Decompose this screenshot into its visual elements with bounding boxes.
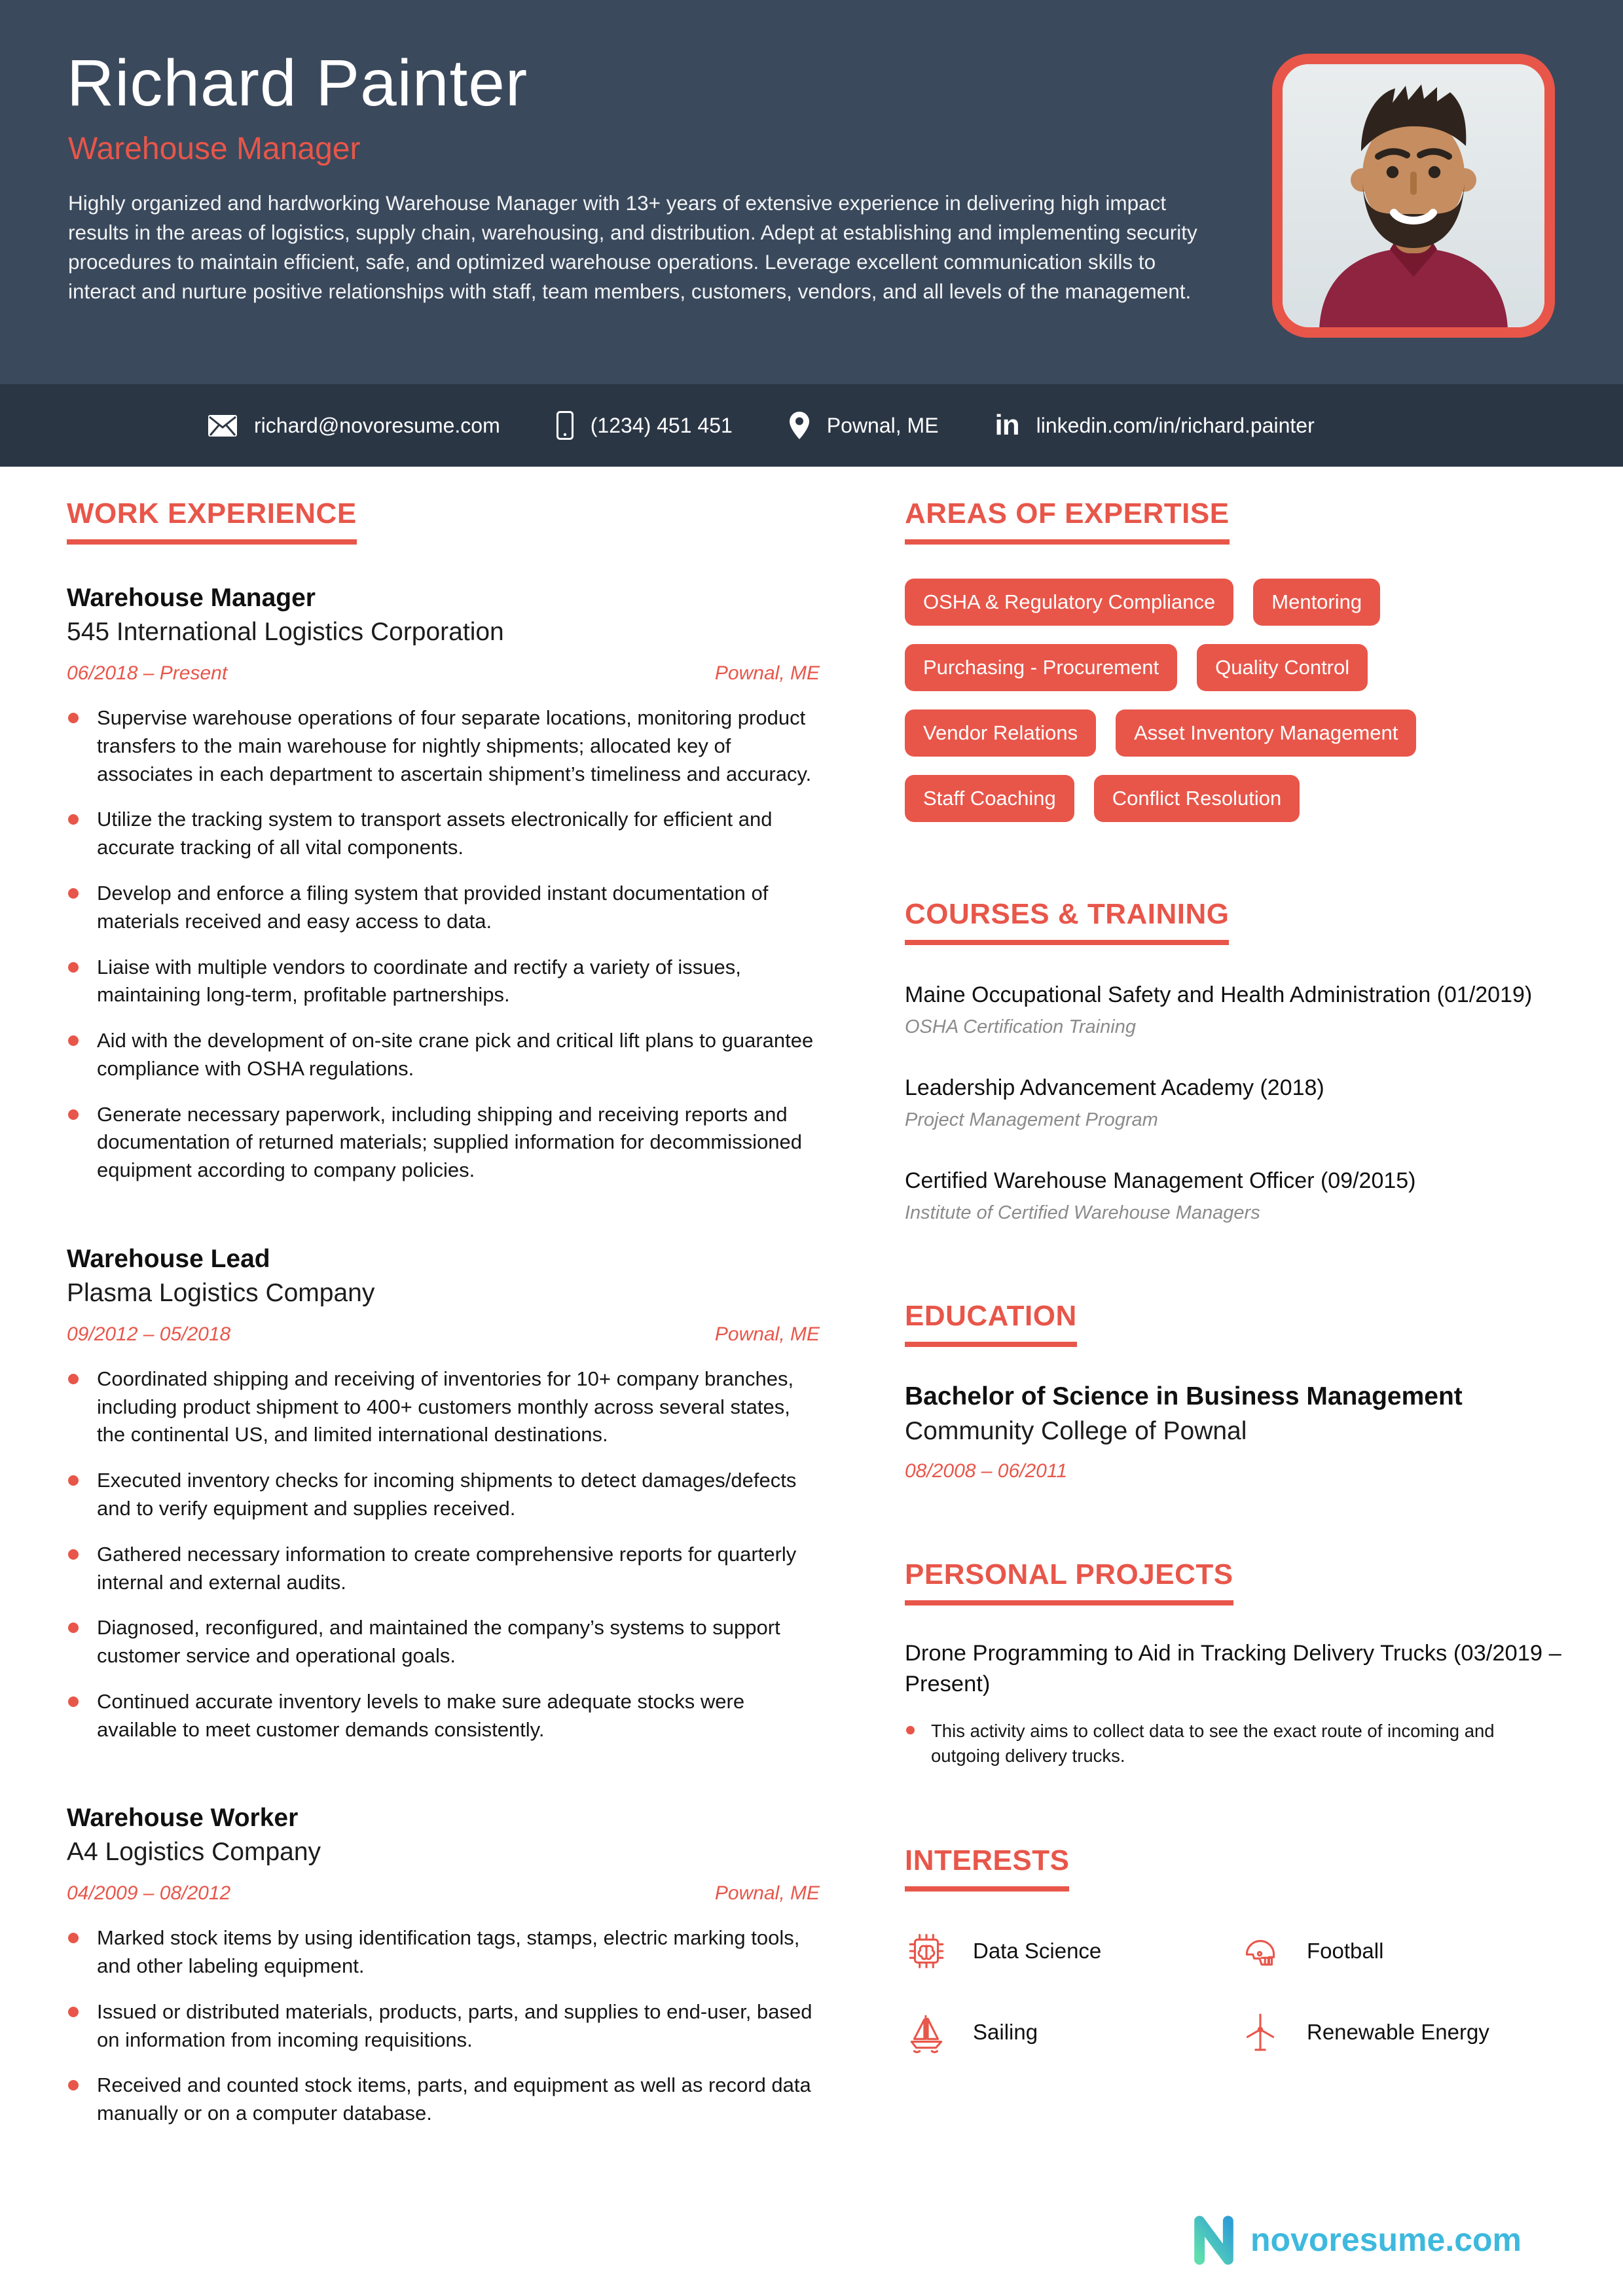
job-bullet: Issued or distributed materials, products, parts, and supplies to end-user, based on information from incoming requisitions. <box>67 1998 820 2054</box>
course-list <box>905 980 1566 1224</box>
job-bullet: Utilize the tracking system to transport assets electronically for efficient and accurate tracking of all vital components. <box>67 806 820 862</box>
job-bullet: Continued accurate inventory levels to make sure adequate stocks were available to meet customer demands consistently. <box>67 1688 820 1744</box>
wind-turbine-icon <box>1239 2011 1282 2054</box>
location-pin-icon <box>789 411 810 440</box>
contact-location <box>789 411 939 440</box>
course-subtitle: Institute of Certified Warehouse Managers <box>905 1202 1260 1223</box>
job-bullet: Develop and enforce a filing system that provided instant documentation of materials received and easy access to data. <box>67 880 820 936</box>
job-location: Pownal, ME <box>714 1323 820 1345</box>
job-title: Warehouse Lead <box>67 1244 270 1273</box>
job-dates: 06/2018 – Present <box>67 662 228 685</box>
job-entry <box>67 1804 820 2128</box>
degree-title: Bachelor of Science in Business Management <box>905 1382 1463 1411</box>
contact-phone[interactable] <box>556 411 733 440</box>
work-experience-heading: WORK EXPERIENCE <box>67 499 357 545</box>
expertise-tag: Quality Control <box>1197 644 1368 691</box>
interests-section <box>905 1846 1566 2054</box>
job-bullet: Coordinated shipping and receiving of inventories for 10+ company branches, including product shipment to 400+ customers monthly across several states, the continental US, and limited international destinations. <box>67 1365 820 1449</box>
linkedin-icon: in <box>994 409 1019 441</box>
courses-heading: COURSES & TRAINING <box>905 899 1229 945</box>
expertise-section <box>905 499 1566 822</box>
interests-heading: INTERESTS <box>905 1846 1069 1892</box>
projects-section <box>905 1560 1566 1768</box>
job-company: 545 International Logistics Corporation <box>67 618 504 647</box>
course-title: Certified Warehouse Management Officer (09/2015) <box>905 1168 1416 1194</box>
course-subtitle: OSHA Certification Training <box>905 1016 1136 1038</box>
interest-item <box>905 2011 1232 2054</box>
projects-heading: PERSONAL PROJECTS <box>905 1560 1233 1605</box>
course-entry <box>905 1166 1566 1224</box>
expertise-tag: Mentoring <box>1253 579 1380 626</box>
expertise-tag: Asset Inventory Management <box>1116 709 1416 757</box>
job-location: Pownal, ME <box>714 1882 820 1905</box>
job-bullet-list <box>67 1924 820 2128</box>
sailboat-icon <box>905 2011 948 2054</box>
project-bullet: This activity aims to collect data to see the exact route of incoming and outgoing delivery trucks. <box>905 1719 1566 1768</box>
job-entry <box>67 1245 820 1744</box>
job-location: Pownal, ME <box>714 662 820 685</box>
education-section <box>905 1301 1566 1482</box>
course-title: Leadership Advancement Academy (2018) <box>905 1075 1324 1101</box>
course-subtitle: Project Management Program <box>905 1109 1158 1131</box>
job-bullet-list <box>67 704 820 1185</box>
interest-item <box>1239 2011 1566 2054</box>
project-bullet-list <box>905 1719 1566 1768</box>
email-icon <box>208 415 237 437</box>
interest-item <box>1239 1929 1566 1973</box>
job-title: Warehouse Manager <box>67 584 316 613</box>
header <box>0 0 1623 384</box>
course-entry <box>905 980 1566 1038</box>
job-bullet-list <box>67 1365 820 1744</box>
expertise-tag: Vendor Relations <box>905 709 1096 757</box>
job-title: Warehouse Worker <box>67 1804 299 1833</box>
job-bullet: Supervise warehouse operations of four separate locations, monitoring product transfers to the main warehouse for nightly shipments; allocated key of associates in each department to ascertain shipment’s timeliness and accuracy. <box>67 704 820 788</box>
expertise-tag-list <box>905 579 1566 822</box>
expertise-tag: OSHA & Regulatory Compliance <box>905 579 1233 626</box>
right-column <box>905 499 1566 2054</box>
person-name: Richard Painter <box>67 46 528 120</box>
contact-bar <box>0 384 1623 467</box>
job-dates: 04/2009 – 08/2012 <box>67 1882 231 1905</box>
contact-linkedin[interactable] <box>995 411 1315 440</box>
chip-brain-icon <box>905 1929 948 1973</box>
education-heading: EDUCATION <box>905 1301 1077 1347</box>
job-meta <box>67 1323 820 1346</box>
job-company: A4 Logistics Company <box>67 1838 321 1867</box>
email-text: richard@novoresume.com <box>254 413 500 437</box>
job-bullet: Generate necessary paperwork, including shipping and receiving reports and documentation of returned materials; supplied information for decommissioned equipment according to company policies. <box>67 1101 820 1185</box>
phone-icon <box>556 411 574 440</box>
job-bullet: Marked stock items by using identification tags, stamps, electric marking tools, and other labeling equipment. <box>67 1924 820 1981</box>
expertise-tag: Staff Coaching <box>905 775 1074 822</box>
left-column <box>67 499 820 2128</box>
brand-text: novoresume.com <box>1250 2221 1522 2258</box>
job-meta <box>67 1882 820 1905</box>
avatar <box>1283 64 1544 327</box>
job-bullet: Diagnosed, reconfigured, and maintained the company’s systems to support customer service and operational goals. <box>67 1614 820 1670</box>
interest-label: Data Science <box>973 1939 1102 1964</box>
project-title: Drone Programming to Aid in Tracking Delivery Trucks (03/2019 – Present) <box>905 1641 1561 1696</box>
courses-section <box>905 899 1566 1224</box>
interest-label: Football <box>1307 1939 1384 1964</box>
course-entry <box>905 1073 1566 1131</box>
job-dates: 09/2012 – 05/2018 <box>67 1323 231 1345</box>
job-bullet: Aid with the development of on-site crane pick and critical lift plans to guarantee compliance with OSHA regulations. <box>67 1027 820 1083</box>
expertise-heading: AREAS OF EXPERTISE <box>905 499 1230 545</box>
job-entry <box>67 584 820 1185</box>
job-bullet: Received and counted stock items, parts, and equipment as well as record data manually or on a computer database. <box>67 2072 820 2128</box>
novoresume-brand[interactable] <box>1186 2212 1522 2267</box>
interest-list <box>905 1929 1566 2054</box>
novoresume-logo-icon <box>1186 2212 1241 2267</box>
person-job-title: Warehouse Manager <box>68 132 361 166</box>
phone-text: (1234) 451 451 <box>590 413 733 437</box>
job-list <box>67 584 820 2128</box>
job-bullet: Gathered necessary information to create comprehensive reports for quarterly internal and external audits. <box>67 1541 820 1597</box>
job-bullet: Executed inventory checks for incoming shipments to detect damages/defects and to verify equipment and supplies received. <box>67 1467 820 1523</box>
job-company: Plasma Logistics Company <box>67 1278 375 1307</box>
education-dates: 08/2008 – 06/2011 <box>905 1460 1068 1482</box>
interest-item <box>905 1929 1232 1973</box>
football-helmet-icon <box>1239 1929 1282 1973</box>
location-text: Pownal, ME <box>826 413 939 437</box>
interest-label: Sailing <box>973 2020 1038 2045</box>
interest-label: Renewable Energy <box>1307 2020 1489 2045</box>
expertise-tag: Conflict Resolution <box>1094 775 1300 822</box>
school-name: Community College of Pownal <box>905 1416 1247 1445</box>
job-meta <box>67 662 820 685</box>
profile-photo <box>1272 54 1555 338</box>
profile-summary: Highly organized and hardworking Warehouse Manager with 13+ years of extensive experience in delivering high impact results in the areas of logistics, supply chain, warehousing, and distribution. Adept at establishing and implementing security procedures to maintain efficient, safe, and optimized warehouse operations. Leverage excellent communication skills to interact and nurture positive relationships with staff, team members, customers, vendors, and all levels of the management. <box>68 191 1197 304</box>
linkedin-text: linkedin.com/in/richard.painter <box>1036 413 1315 437</box>
contact-email[interactable] <box>208 414 500 438</box>
expertise-tag: Purchasing - Procurement <box>905 644 1177 691</box>
job-bullet: Liaise with multiple vendors to coordinate and rectify a variety of issues, maintaining long-term, profitable partnerships. <box>67 954 820 1010</box>
course-title: Maine Occupational Safety and Health Administration (01/2019) <box>905 982 1533 1008</box>
